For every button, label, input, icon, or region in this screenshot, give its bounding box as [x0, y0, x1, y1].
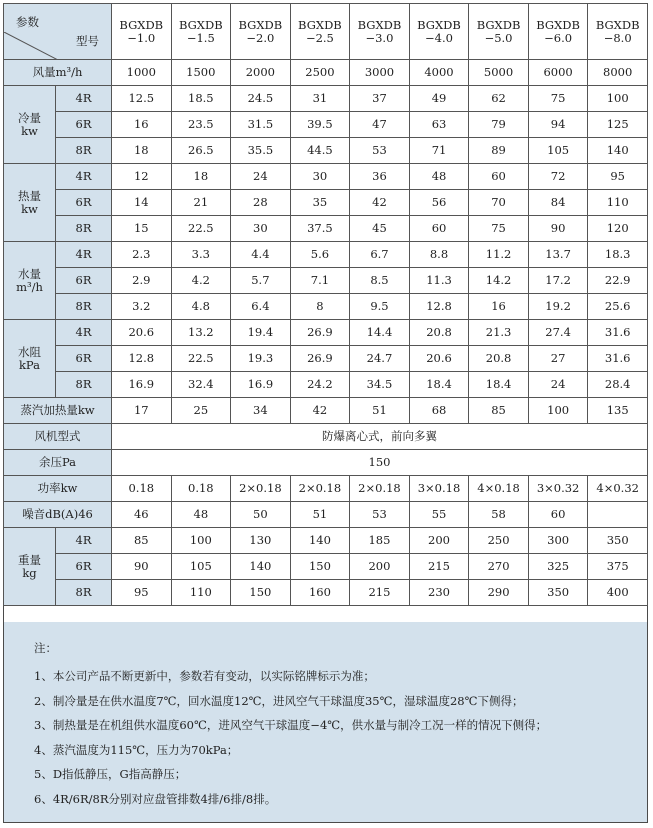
weight-value: 90 — [112, 554, 172, 580]
data-cell: 75 — [528, 86, 588, 112]
noise-value: 58 — [469, 502, 529, 528]
model-series: BGXDB — [417, 17, 461, 32]
model-series: BGXDB — [476, 17, 521, 32]
power-value: 2×0.18 — [290, 476, 350, 502]
data-cell: 4.4 — [231, 242, 291, 268]
airflow-value: 6000 — [528, 60, 588, 86]
weight-value: 350 — [588, 528, 648, 554]
data-cell: 13.2 — [171, 320, 231, 346]
data-cell: 12.5 — [112, 86, 172, 112]
coil-rows-label: 4R — [56, 320, 112, 346]
steam-value: 68 — [409, 398, 469, 424]
data-cell: 53 — [350, 138, 410, 164]
data-cell: 94 — [528, 112, 588, 138]
weight-value: 140 — [231, 554, 291, 580]
weight-value: 215 — [350, 580, 410, 606]
data-cell: 24.7 — [350, 346, 410, 372]
weight-value: 375 — [588, 554, 648, 580]
weight-value: 85 — [112, 528, 172, 554]
data-cell: 89 — [469, 138, 529, 164]
airflow-value: 1000 — [112, 60, 172, 86]
data-cell: 22.5 — [171, 346, 231, 372]
model-size: −1.0 — [127, 30, 156, 45]
data-cell: 22.5 — [171, 216, 231, 242]
data-cell: 30 — [231, 216, 291, 242]
data-cell: 140 — [588, 138, 648, 164]
data-cell: 30 — [290, 164, 350, 190]
power-label: 功率kw — [4, 476, 112, 502]
data-cell: 60 — [469, 164, 529, 190]
data-cell: 6.4 — [231, 294, 291, 320]
model-header-cell — [112, 4, 172, 60]
pressure-label: 余压Pa — [4, 450, 112, 476]
data-cell: 60 — [409, 216, 469, 242]
data-cell: 70 — [469, 190, 529, 216]
coil-rows-label: 6R — [56, 268, 112, 294]
data-cell: 11.2 — [469, 242, 529, 268]
data-cell: 26.9 — [290, 320, 350, 346]
data-cell: 18.4 — [409, 372, 469, 398]
header-param-label: 参数 — [16, 14, 39, 29]
data-cell: 8.8 — [409, 242, 469, 268]
data-cell: 71 — [409, 138, 469, 164]
data-cell: 24 — [528, 372, 588, 398]
data-cell: 48 — [409, 164, 469, 190]
table-row — [4, 164, 648, 190]
weight-value: 325 — [528, 554, 588, 580]
data-cell: 23.5 — [171, 112, 231, 138]
data-cell: 37.5 — [290, 216, 350, 242]
model-header-cell — [171, 4, 231, 60]
noise-value: 46 — [112, 502, 172, 528]
group-label — [4, 320, 56, 398]
header-corner-cell — [4, 4, 112, 60]
model-header-cell — [469, 4, 529, 60]
coil-rows-label: 8R — [56, 294, 112, 320]
pressure-value: 150 — [112, 450, 648, 476]
data-cell: 34.5 — [350, 372, 410, 398]
weight-value: 110 — [171, 580, 231, 606]
weight-value: 200 — [409, 528, 469, 554]
model-size: −2.5 — [305, 30, 334, 45]
note-line: 3、制热量是在机组供水温度60℃，进风空气干球温度−4℃，供水量与制冷工况一样的情况下侧得； — [34, 718, 548, 733]
data-cell: 5.6 — [290, 242, 350, 268]
model-series: BGXDB — [536, 17, 580, 32]
data-cell: 9.5 — [350, 294, 410, 320]
model-size: −6.0 — [544, 30, 573, 45]
power-value: 4×0.18 — [469, 476, 529, 502]
data-cell: 14.4 — [350, 320, 410, 346]
table-row — [4, 190, 648, 216]
data-cell: 15 — [112, 216, 172, 242]
steam-value: 25 — [171, 398, 231, 424]
data-cell: 27.4 — [528, 320, 588, 346]
model-size: −3.0 — [365, 30, 394, 45]
coil-rows-label: 8R — [56, 138, 112, 164]
model-size: −8.0 — [603, 30, 632, 45]
power-value: 3×0.32 — [528, 476, 588, 502]
data-cell: 84 — [528, 190, 588, 216]
group-label-name: 水量 — [18, 266, 41, 281]
data-cell: 7.1 — [290, 268, 350, 294]
group-label-unit: kPa — [18, 357, 41, 372]
coil-rows-label: 8R — [56, 216, 112, 242]
fan-type-label: 风机型式 — [4, 424, 112, 450]
table-row — [4, 372, 648, 398]
data-cell: 18 — [112, 138, 172, 164]
table-row — [4, 502, 648, 528]
data-cell: 16 — [469, 294, 529, 320]
model-size: −5.0 — [484, 30, 513, 45]
coil-rows-label: 6R — [56, 346, 112, 372]
data-cell: 47 — [350, 112, 410, 138]
power-value: 2×0.18 — [350, 476, 410, 502]
table-row — [4, 580, 648, 606]
data-cell: 21.3 — [469, 320, 529, 346]
data-cell: 20.8 — [409, 320, 469, 346]
model-header-cell — [588, 4, 648, 60]
airflow-value: 5000 — [469, 60, 529, 86]
group-label-unit: kw — [21, 201, 38, 216]
weight-value: 160 — [290, 580, 350, 606]
weight-value: 185 — [350, 528, 410, 554]
noise-label: 噪音dB(A)46 — [4, 502, 112, 528]
weight-value: 130 — [231, 528, 291, 554]
data-cell: 6.7 — [350, 242, 410, 268]
model-header-cell — [528, 4, 588, 60]
weight-label-name: 重量 — [18, 552, 41, 567]
data-cell: 4.2 — [171, 268, 231, 294]
group-label — [4, 164, 56, 242]
data-cell: 19.4 — [231, 320, 291, 346]
table-row — [4, 242, 648, 268]
weight-value: 140 — [290, 528, 350, 554]
coil-rows-label: 4R — [56, 528, 112, 554]
airflow-value: 1500 — [171, 60, 231, 86]
model-series: BGXDB — [119, 17, 164, 32]
table-row — [4, 450, 648, 476]
table-row — [4, 4, 648, 60]
note-line: 6、4R/6R/8R分别对应盘管排数4排/6排/8排。 — [34, 791, 277, 806]
coil-rows-label: 4R — [56, 242, 112, 268]
data-cell: 4.8 — [171, 294, 231, 320]
weight-value: 400 — [588, 580, 648, 606]
weight-value: 200 — [350, 554, 410, 580]
weight-value: 105 — [171, 554, 231, 580]
power-value: 3×0.18 — [409, 476, 469, 502]
data-cell: 79 — [469, 112, 529, 138]
model-header-cell — [290, 4, 350, 60]
data-cell: 16.9 — [112, 372, 172, 398]
noise-value: 50 — [231, 502, 291, 528]
steam-value: 135 — [588, 398, 648, 424]
fan-type-value: 防爆离心式，前向多翼 — [112, 424, 648, 450]
data-cell: 21 — [171, 190, 231, 216]
data-cell: 100 — [588, 86, 648, 112]
data-cell: 12.8 — [112, 346, 172, 372]
table-row — [4, 476, 648, 502]
data-cell: 14.2 — [469, 268, 529, 294]
data-cell: 36 — [350, 164, 410, 190]
airflow-label: 风量m³/h — [4, 60, 112, 86]
table-row — [4, 138, 648, 164]
data-cell: 45 — [350, 216, 410, 242]
data-cell: 8.5 — [350, 268, 410, 294]
data-cell: 28 — [231, 190, 291, 216]
table-row — [4, 346, 648, 372]
airflow-value: 8000 — [588, 60, 648, 86]
airflow-value: 3000 — [350, 60, 410, 86]
steam-label: 蒸汽加热量kw — [4, 398, 112, 424]
spec-table — [3, 3, 648, 606]
data-cell: 12.8 — [409, 294, 469, 320]
data-cell: 12 — [112, 164, 172, 190]
data-cell: 20.6 — [112, 320, 172, 346]
data-cell: 27 — [528, 346, 588, 372]
data-cell: 3.3 — [171, 242, 231, 268]
data-cell: 19.2 — [528, 294, 588, 320]
weight-value: 290 — [469, 580, 529, 606]
data-cell: 19.3 — [231, 346, 291, 372]
note-line: 1、本公司产品不断更新中，参数若有变动，以实际铭牌标示为准； — [34, 669, 375, 683]
data-cell: 11.3 — [409, 268, 469, 294]
table-row — [4, 268, 648, 294]
model-series: BGXDB — [357, 17, 402, 32]
model-header-cell — [409, 4, 469, 60]
model-size: −1.5 — [186, 30, 215, 45]
power-value: 4×0.32 — [588, 476, 648, 502]
group-label-name: 水阻 — [18, 344, 41, 359]
data-cell: 24.2 — [290, 372, 350, 398]
weight-value: 250 — [469, 528, 529, 554]
data-cell: 120 — [588, 216, 648, 242]
notes-title: 注： — [34, 641, 57, 655]
data-cell: 18 — [171, 164, 231, 190]
data-cell: 31.5 — [231, 112, 291, 138]
airflow-value: 2000 — [231, 60, 291, 86]
data-cell: 22.9 — [588, 268, 648, 294]
table-row — [4, 112, 648, 138]
model-series: BGXDB — [298, 17, 342, 32]
data-cell: 31 — [290, 86, 350, 112]
model-size: −4.0 — [425, 30, 453, 45]
coil-rows-label: 6R — [56, 190, 112, 216]
table-row — [4, 60, 648, 86]
noise-value: 55 — [409, 502, 469, 528]
data-cell: 105 — [528, 138, 588, 164]
weight-value: 215 — [409, 554, 469, 580]
model-series: BGXDB — [238, 17, 283, 32]
steam-value: 17 — [112, 398, 172, 424]
data-cell: 26.9 — [290, 346, 350, 372]
power-value: 0.18 — [112, 476, 172, 502]
coil-rows-label: 8R — [56, 372, 112, 398]
data-cell: 32.4 — [171, 372, 231, 398]
power-value: 2×0.18 — [231, 476, 291, 502]
weight-label — [4, 528, 56, 606]
data-cell: 24.5 — [231, 86, 291, 112]
group-label-unit: kw — [21, 123, 38, 138]
data-cell: 31.6 — [588, 346, 648, 372]
weight-value: 300 — [528, 528, 588, 554]
data-cell: 35.5 — [231, 138, 291, 164]
data-cell: 20.6 — [409, 346, 469, 372]
note-line: 5、D指低静压，G指高静压； — [34, 767, 187, 782]
data-cell: 8 — [290, 294, 350, 320]
model-series: BGXDB — [595, 17, 640, 32]
table-row — [4, 86, 648, 112]
data-cell: 35 — [290, 190, 350, 216]
data-cell: 44.5 — [290, 138, 350, 164]
data-cell: 2.9 — [112, 268, 172, 294]
steam-value: 51 — [350, 398, 410, 424]
data-cell: 16.9 — [231, 372, 291, 398]
table-row — [4, 216, 648, 242]
noise-value — [588, 502, 648, 528]
group-label — [4, 86, 56, 164]
data-cell: 18.5 — [171, 86, 231, 112]
steam-value: 100 — [528, 398, 588, 424]
data-cell: 125 — [588, 112, 648, 138]
steam-value: 85 — [469, 398, 529, 424]
steam-value: 42 — [290, 398, 350, 424]
weight-value: 150 — [290, 554, 350, 580]
data-cell: 56 — [409, 190, 469, 216]
group-label-name: 冷量 — [18, 110, 41, 125]
table-row — [4, 320, 648, 346]
data-cell: 90 — [528, 216, 588, 242]
weight-value: 230 — [409, 580, 469, 606]
model-header-cell — [231, 4, 291, 60]
data-cell: 17.2 — [528, 268, 588, 294]
notes-list — [34, 664, 647, 812]
weight-value: 270 — [469, 554, 529, 580]
weight-value: 95 — [112, 580, 172, 606]
group-label-name: 热量 — [18, 188, 41, 203]
data-cell: 13.7 — [528, 242, 588, 268]
data-cell: 49 — [409, 86, 469, 112]
data-cell: 20.8 — [469, 346, 529, 372]
data-cell: 95 — [588, 164, 648, 190]
header-model-label: 型号 — [76, 33, 99, 48]
airflow-value: 2500 — [290, 60, 350, 86]
data-cell: 31.6 — [588, 320, 648, 346]
coil-rows-label: 4R — [56, 86, 112, 112]
data-cell: 18.3 — [588, 242, 648, 268]
data-cell: 37 — [350, 86, 410, 112]
model-series: BGXDB — [178, 17, 223, 32]
data-cell: 5.7 — [231, 268, 291, 294]
coil-rows-label: 4R — [56, 164, 112, 190]
data-cell: 75 — [469, 216, 529, 242]
data-cell: 28.4 — [588, 372, 648, 398]
data-cell: 24 — [231, 164, 291, 190]
model-size: −2.0 — [246, 30, 275, 45]
data-cell: 63 — [409, 112, 469, 138]
group-label — [4, 242, 56, 320]
data-cell: 25.6 — [588, 294, 648, 320]
data-cell: 26.5 — [171, 138, 231, 164]
noise-value: 60 — [528, 502, 588, 528]
noise-value: 53 — [350, 502, 410, 528]
steam-value: 34 — [231, 398, 291, 424]
coil-rows-label: 6R — [56, 112, 112, 138]
data-cell: 110 — [588, 190, 648, 216]
data-cell: 42 — [350, 190, 410, 216]
coil-rows-label: 6R — [56, 554, 112, 580]
table-row — [4, 528, 648, 554]
data-cell: 16 — [112, 112, 172, 138]
weight-value: 100 — [171, 528, 231, 554]
data-cell: 3.2 — [112, 294, 172, 320]
model-header-cell — [350, 4, 410, 60]
coil-rows-label: 8R — [56, 580, 112, 606]
power-value: 0.18 — [171, 476, 231, 502]
data-cell: 39.5 — [290, 112, 350, 138]
data-cell: 2.3 — [112, 242, 172, 268]
weight-label-unit: kg — [22, 565, 37, 580]
weight-value: 350 — [528, 580, 588, 606]
group-label-unit: m³/h — [16, 279, 43, 294]
data-cell: 18.4 — [469, 372, 529, 398]
data-cell: 72 — [528, 164, 588, 190]
notes-section — [4, 622, 647, 822]
airflow-value: 4000 — [409, 60, 469, 86]
note-line: 2、制冷量是在供水温度7℃，回水温度12℃，进风空气干球温度35℃，湿球温度28℃下侧得； — [34, 693, 524, 708]
table-row — [4, 398, 648, 424]
note-line: 4、蒸汽温度为115℃，压力为70kPa； — [34, 742, 239, 757]
table-row — [4, 554, 648, 580]
table-row — [4, 424, 648, 450]
weight-value: 150 — [231, 580, 291, 606]
data-cell: 62 — [469, 86, 529, 112]
noise-value: 48 — [171, 502, 231, 528]
noise-value: 51 — [290, 502, 350, 528]
data-cell: 14 — [112, 190, 172, 216]
table-row — [4, 294, 648, 320]
